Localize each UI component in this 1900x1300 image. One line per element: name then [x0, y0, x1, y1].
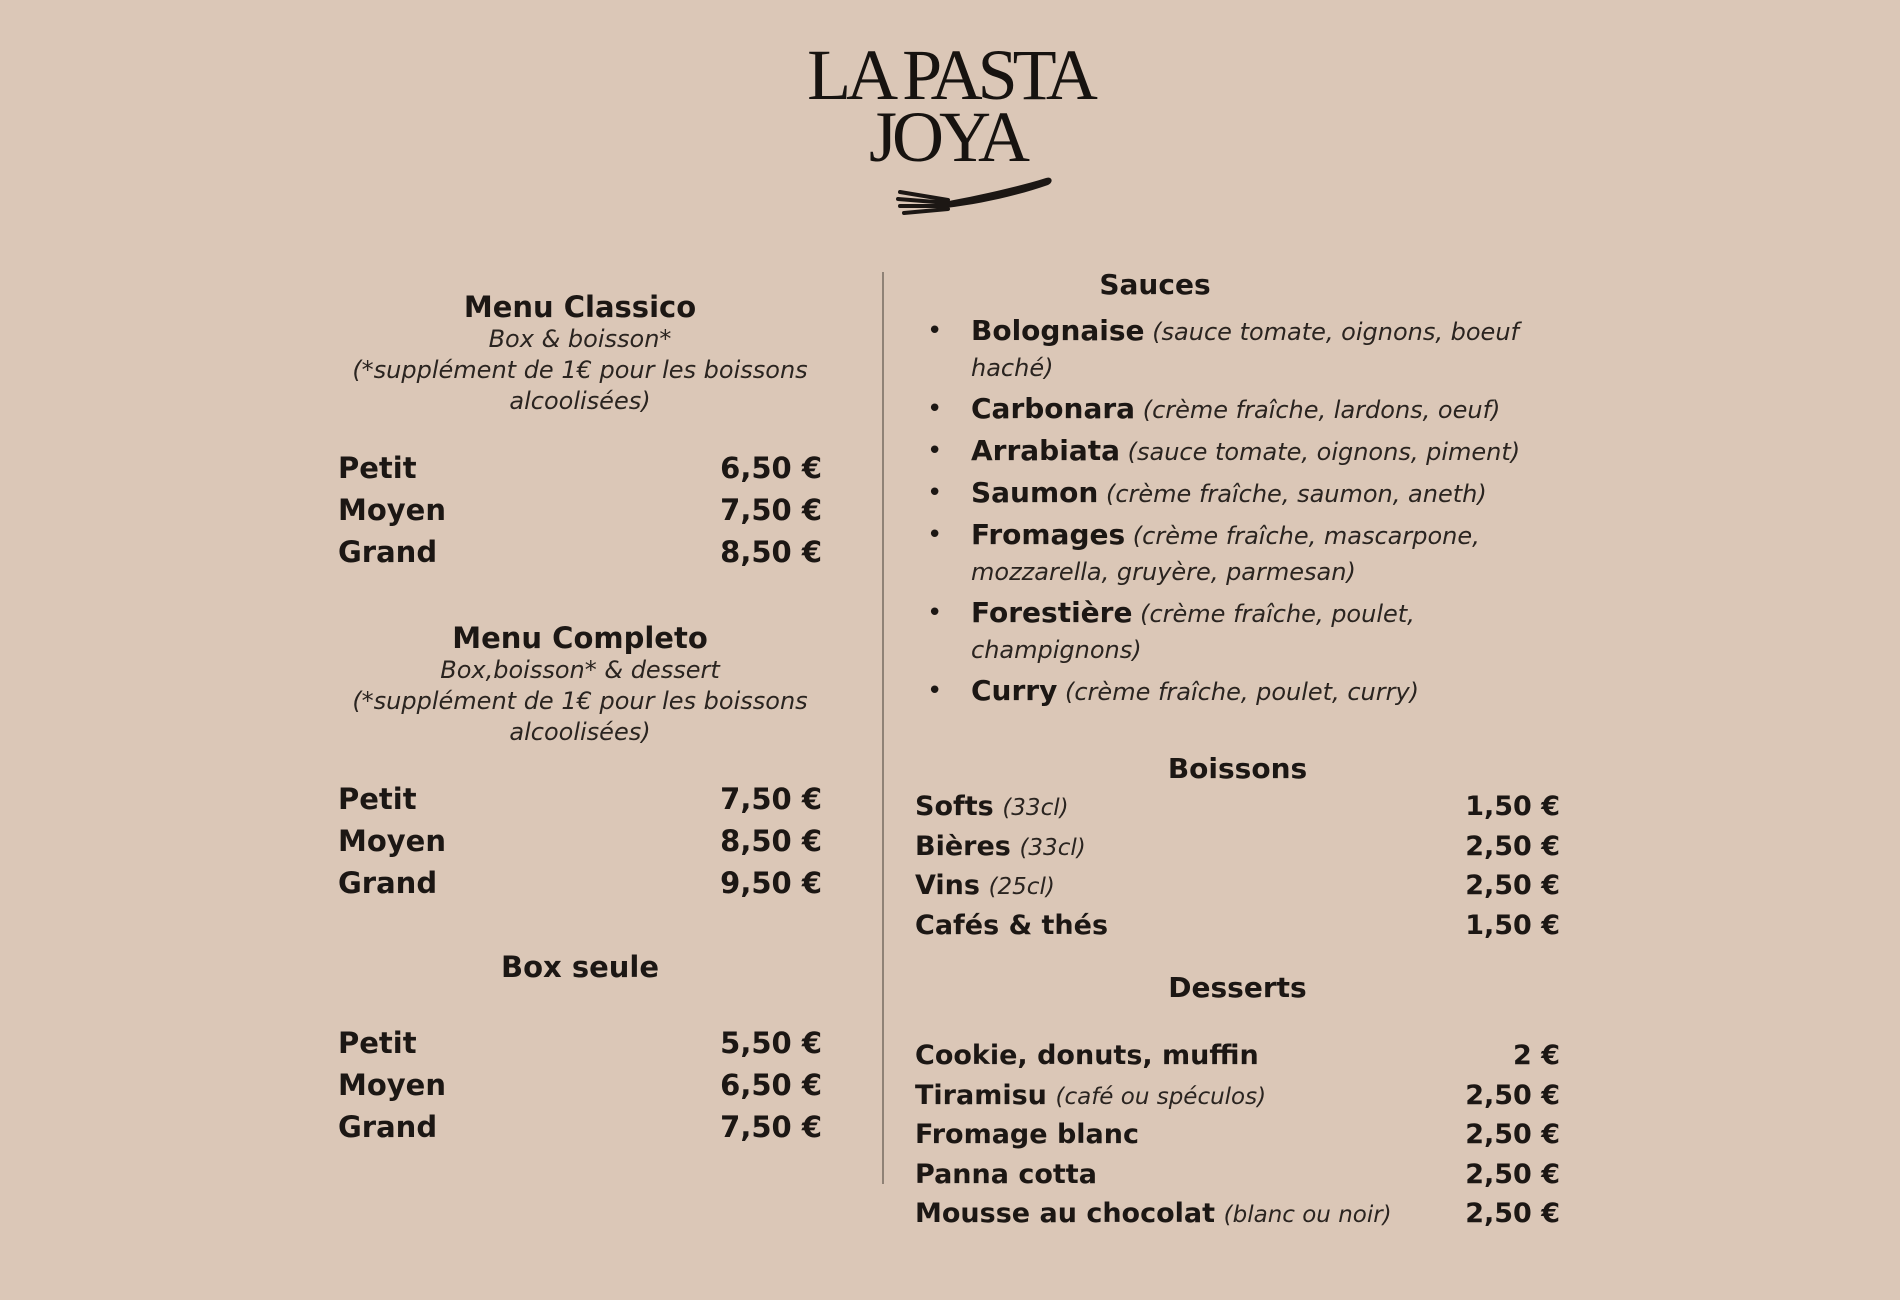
- price: 2,50 €: [1465, 1198, 1560, 1230]
- sauce-name: Saumon: [971, 476, 1099, 509]
- list-item: [915, 827, 1560, 867]
- price: 2,50 €: [1465, 1079, 1560, 1111]
- menu-classico-note: (*supplément de 1€ pour les boissons alcoolisées): [352, 356, 808, 415]
- boissons-list: [915, 787, 1560, 945]
- logo-line-2: JOYA: [868, 97, 1026, 177]
- price: 5,50 €: [720, 1026, 822, 1060]
- list-item: [915, 906, 1560, 946]
- sauce-desc: (crème fraîche, poulet, curry): [1065, 678, 1420, 706]
- sauces-list: [915, 313, 1560, 710]
- price: 1,50 €: [1465, 791, 1560, 823]
- price-row: [338, 1022, 822, 1064]
- price-row: [338, 489, 822, 531]
- sauce-desc: (crème fraîche, mascarpone, mozzarella, gruyère, parmesan): [971, 522, 1480, 586]
- menu-classico-subtitle: Box & boisson*: [488, 325, 672, 353]
- menu-completo-note: (*supplément de 1€ pour les boissons alcoolisées): [352, 687, 808, 746]
- list-item: [915, 1194, 1560, 1234]
- menu-completo-section: [338, 621, 822, 904]
- boissons-title: Boissons: [1167, 752, 1308, 785]
- sauce-name: Fromages: [971, 518, 1126, 551]
- box-seule-section: [338, 950, 822, 1148]
- list-item: [915, 787, 1560, 827]
- item-name: Tiramisu: [915, 1079, 1047, 1111]
- sauce-name: Bolognaise: [971, 314, 1145, 347]
- price-row: [338, 778, 822, 820]
- price-row: [338, 531, 822, 573]
- price: 2,50 €: [1465, 1119, 1560, 1151]
- item-name: Bières: [915, 830, 1011, 862]
- price: 7,50 €: [720, 782, 822, 816]
- item-note: (blanc ou noir): [1223, 1202, 1392, 1229]
- price: 2,50 €: [1465, 870, 1560, 902]
- price-row: [338, 1064, 822, 1106]
- menu-classico-title: Menu Classico: [463, 290, 697, 324]
- size-label: Grand: [338, 535, 438, 569]
- price-row: [338, 447, 822, 489]
- fork-icon: [896, 166, 1056, 226]
- list-item: [915, 391, 1531, 428]
- menu-completo-subtitle: Box,boisson* & dessert: [440, 656, 720, 684]
- price: 7,50 €: [720, 493, 822, 527]
- size-label: Moyen: [338, 824, 446, 858]
- list-item: [915, 433, 1531, 470]
- menu-classico-prices: [338, 447, 822, 573]
- sauce-name: Forestière: [971, 596, 1133, 629]
- sauces-title: Sauces: [1099, 268, 1211, 301]
- menu-completo-prices: [338, 778, 822, 904]
- item-note: (25cl): [988, 874, 1055, 901]
- menu-completo-title: Menu Completo: [452, 621, 708, 655]
- price: 6,50 €: [720, 1068, 822, 1102]
- sauce-desc: (crème fraîche, poulet, champignons): [971, 600, 1415, 664]
- item-name: Mousse au chocolat: [915, 1198, 1216, 1230]
- price: 1,50 €: [1465, 909, 1560, 941]
- sauce-name: Carbonara: [971, 392, 1136, 425]
- item-name: Panna cotta: [915, 1158, 1097, 1190]
- sauce-desc: (sauce tomate, oignons, boeuf haché): [971, 318, 1519, 382]
- item-note: (33cl): [1002, 795, 1069, 822]
- sauce-desc: (crème fraîche, lardons, oeuf): [1142, 396, 1501, 424]
- price: 2,50 €: [1465, 1158, 1560, 1190]
- item-note: (café ou spéculos): [1055, 1083, 1267, 1110]
- list-item: [915, 1036, 1560, 1076]
- right-column: [915, 268, 1560, 1234]
- item-name: Cafés & thés: [915, 909, 1109, 941]
- list-item: [915, 313, 1531, 386]
- box-seule-prices: [338, 1022, 822, 1148]
- list-item: [915, 595, 1531, 668]
- size-label: Moyen: [338, 1068, 446, 1102]
- desserts-title: Desserts: [1168, 971, 1307, 1004]
- sauce-name: Curry: [971, 674, 1058, 707]
- column-divider: [882, 272, 884, 1184]
- price: 2 €: [1513, 1040, 1560, 1072]
- boissons-section: [915, 752, 1560, 945]
- price: 6,50 €: [720, 451, 822, 485]
- item-name: Fromage blanc: [915, 1119, 1140, 1151]
- sauce-desc: (sauce tomate, oignons, piment): [1127, 438, 1521, 466]
- list-item: [915, 866, 1560, 906]
- price-row: [338, 862, 822, 904]
- item-name: Softs: [915, 791, 994, 823]
- item-name: Vins: [915, 870, 980, 902]
- list-item: [915, 1115, 1560, 1155]
- price: 2,50 €: [1465, 830, 1560, 862]
- desserts-section: [915, 971, 1560, 1234]
- list-item: [915, 673, 1531, 710]
- sauces-section: [915, 268, 1560, 710]
- size-label: Petit: [338, 1026, 417, 1060]
- price: 9,50 €: [720, 866, 822, 900]
- price-row: [338, 1106, 822, 1148]
- desserts-list: [915, 1036, 1560, 1234]
- sauce-name: Arrabiata: [971, 434, 1120, 467]
- logo: [0, 35, 1900, 177]
- logo-line-1: LA PASTA: [807, 35, 1093, 115]
- sauce-desc: (crème fraîche, saumon, aneth): [1105, 480, 1487, 508]
- menus-column: [338, 290, 822, 1148]
- size-label: Petit: [338, 451, 417, 485]
- list-item: [915, 517, 1531, 590]
- list-item: [915, 1155, 1560, 1195]
- price: 8,50 €: [720, 535, 822, 569]
- price: 7,50 €: [720, 1110, 822, 1144]
- size-label: Grand: [338, 1110, 438, 1144]
- price: 8,50 €: [720, 824, 822, 858]
- list-item: [915, 475, 1531, 512]
- size-label: Grand: [338, 866, 438, 900]
- item-name: Cookie, donuts, muffin: [915, 1040, 1259, 1072]
- menu-classico-section: [338, 290, 822, 573]
- size-label: Moyen: [338, 493, 446, 527]
- item-note: (33cl): [1019, 834, 1086, 861]
- list-item: [915, 1076, 1560, 1116]
- size-label: Petit: [338, 782, 417, 816]
- price-row: [338, 820, 822, 862]
- box-seule-title: Box seule: [500, 950, 659, 984]
